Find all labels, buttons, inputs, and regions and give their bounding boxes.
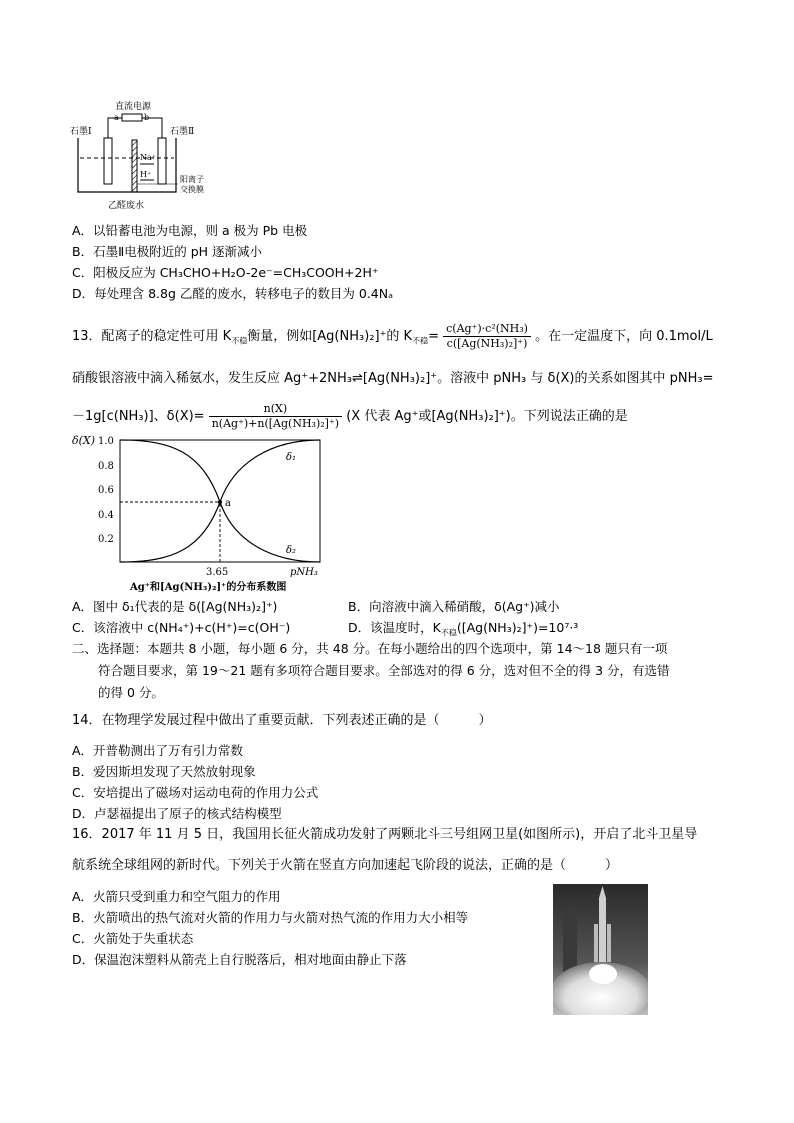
q12-option-b: B．石墨Ⅱ电极附近的 pH 逐渐减小 (72, 244, 263, 259)
terminal-a: a (114, 113, 119, 122)
chart-caption: Ag⁺和[Ag(NH₃)₂]⁺的分布系数图 (130, 582, 287, 593)
rocket-launch-photo (553, 884, 648, 1015)
q16-line2: 航系统全球组网的新时代。下列关于火箭在竖直方向加速起飞阶段的说法，正确的是（ ） (72, 858, 619, 873)
q16-option-a: A．火箭只受到重力和空气阻力的作用 (72, 889, 281, 904)
terminal-b: b (144, 113, 150, 122)
q13-line1a: 13．配离子的稳定性可用 K (72, 329, 232, 344)
q13-line1b: 衡量，例如[Ag(NH₃)₂]⁺的 K (247, 329, 413, 344)
na-ion: Na⁺ (140, 153, 156, 162)
q13-option-a: A．图中 δ₁代表的是 δ([Ag(NH₃)₂]⁺) (72, 599, 278, 614)
k-unstable-fraction (443, 322, 531, 351)
q13-line1d: 。在一定温度下，向 0.1mol/L (535, 329, 713, 344)
membrane-label-2: 交换膜 (180, 185, 204, 194)
ytick-4: 0.4 (98, 510, 114, 521)
q14-stem: 14．在物理学发展过程中做出了重要贡献．下列表述正确的是（ ） (72, 713, 492, 728)
point-a (218, 500, 222, 504)
section2-line1: 二、选择题：本题共 8 小题，每小题 6 分，共 48 分。在每小题给出的四个选项中，第 14～18 题只有一项 (72, 641, 668, 656)
left-electrode (104, 138, 112, 184)
ytick-2: 0.8 (98, 461, 114, 472)
chart-ylabel: δ(X) (72, 434, 96, 447)
q13-line3 (72, 402, 628, 431)
right-electrode (158, 138, 166, 184)
q16-line1: 16．2017 年 11 月 5 日，我国用长征火箭成功发射了两颗北斗三号组网卫星(如图所示)，开启了北斗卫星导 (72, 827, 698, 842)
q16-option-c: C．火箭处于失重状态 (72, 931, 194, 946)
q12-option-c: C．阳极反应为 CH₃CHO+H₂O-2e⁻=CH₃COOH+2H⁺ (72, 265, 379, 280)
q16-option-d: D．保温泡沫塑料从箭壳上自行脱落后，相对地面由静止下落 (72, 952, 407, 967)
membrane-label-1: 阳离子 (180, 175, 204, 184)
ytick-3: 0.6 (98, 485, 114, 496)
q14-option-b: B．爱因斯坦发现了天然放射现象 (72, 764, 256, 779)
h-ion: H⁺ (140, 170, 152, 179)
cation-membrane (132, 140, 137, 192)
q13-line3b: (X 代表 Ag⁺或[Ag(NH₃)₂]⁺)。下列说法正确的是 (346, 409, 628, 424)
q12-option-d: D．每处理含 8.8g 乙醛的废水，转移电子的数目为 0.4Nₐ (72, 286, 393, 301)
curve1-label: δ₁ (286, 452, 297, 463)
chart-xlabel: pNH₃ (290, 567, 318, 578)
q13-line2: 硝酸银溶液中滴入稀氨水，发生反应 Ag⁺+2NH₃⇌[Ag(NH₃)₂]⁺。溶液中 pNH₃ 与 δ(X)的关系如图其中 pNH₃= (72, 371, 714, 386)
frac2-den: n(Ag⁺)+n([Ag(NH₃)₂]⁺) (211, 417, 340, 430)
ytick-5: 0.2 (98, 534, 114, 545)
q13-option-d (348, 619, 578, 643)
q13-line3a: －1g[c(NH₃)]、δ(X)= (72, 409, 205, 424)
distribution-chart (72, 432, 342, 597)
curve2-label: δ₂ (286, 545, 297, 556)
q14-option-a: A．开普勒测出了万有引力常数 (72, 743, 244, 758)
rocket-body (599, 898, 606, 964)
q13-option-d1: D．该温度时，K (348, 620, 441, 635)
frac2-num: n(X) (209, 402, 342, 417)
delta-fraction (209, 402, 342, 431)
q13-sub2: 不稳 (412, 336, 429, 346)
q13-option-c: C．该溶液中 c(NH₄⁺)+c(H⁺)=c(OH⁻) (72, 620, 291, 635)
q12-option-a: A．以铅蓄电池为电源，则 a 极为 Pb 电极 (72, 223, 308, 238)
q13-line1c: = (428, 329, 439, 344)
q13-option-d2: ([Ag(NH₃)₂]⁺)=10⁷·³ (456, 620, 579, 635)
ytick-1: 1.0 (98, 436, 114, 447)
power-label: 直流电源 (115, 102, 152, 112)
frac1-num: c(Ag⁺)·c²(NH₃) (443, 322, 531, 337)
electrolysis-diagram (70, 100, 220, 218)
section2-line2: 符合题目要求，第 19～21 题有多项符合题目要求。全部选对的得 6 分，选对但不全的得 3 分，有选错 (98, 663, 670, 678)
q13-option-d-sub: 不稳 (440, 628, 457, 638)
q14-option-d: D．卢瑟福提出了原子的核式结构模型 (72, 806, 282, 821)
frac1-den: c([Ag(NH₃)₂]⁺) (446, 337, 528, 350)
water-label: 乙醛废水 (108, 201, 145, 211)
q13-sub1: 不稳 (231, 336, 248, 346)
section2-line3: 的得 0 分。 (98, 685, 164, 700)
xtick-365: 3.65 (206, 567, 229, 578)
right-electrode-label: 石墨Ⅱ (170, 127, 195, 137)
q16-option-b: B．火箭喷出的热气流对火箭的作用力与火箭对热气流的作用力大小相等 (72, 910, 469, 925)
q13-option-b: B．向溶液中滴入稀硝酸，δ(Ag⁺)减小 (348, 599, 560, 614)
point-a-label: a (225, 498, 231, 509)
q13-line1 (72, 322, 713, 351)
left-electrode-label: 石墨Ⅰ (70, 127, 92, 137)
q14-option-c: C．安培提出了磁场对运动电荷的作用力公式 (72, 785, 319, 800)
